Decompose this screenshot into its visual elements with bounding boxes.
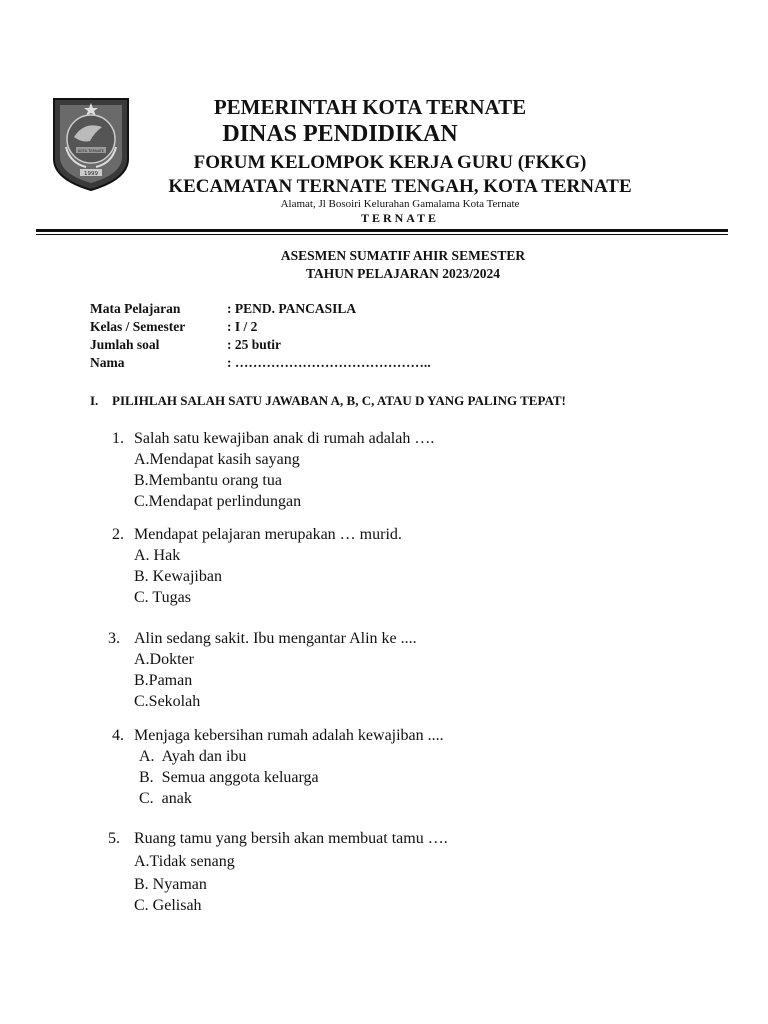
exam-title: ASESMEN SUMATIF AHIR SEMESTER bbox=[280, 248, 526, 263]
question-number: 3. bbox=[108, 630, 120, 647]
option-b: B. Kewajiban bbox=[134, 568, 222, 585]
question-5 bbox=[108, 828, 448, 916]
logo-year: 1999 bbox=[84, 171, 98, 177]
question-text: Mendapat pelajaran merupakan … murid. bbox=[134, 526, 402, 543]
info-label: Kelas / Semester bbox=[90, 319, 186, 334]
info-label: Jumlah soal bbox=[90, 337, 160, 352]
letterhead-divider-thin bbox=[36, 234, 728, 235]
info-value: : I / 2 bbox=[227, 319, 258, 334]
info-row-class bbox=[90, 318, 431, 336]
question-4 bbox=[112, 725, 444, 809]
question-number: 4. bbox=[112, 727, 124, 744]
logo-label: KOTA TERNATE bbox=[77, 149, 105, 153]
letterhead-divider bbox=[36, 229, 728, 232]
option-b: B.Membantu orang tua bbox=[134, 472, 282, 489]
info-value: : 25 butir bbox=[227, 337, 281, 352]
info-row-name bbox=[90, 354, 431, 372]
question-3 bbox=[108, 628, 417, 712]
option-b: B. Semua anggota keluarga bbox=[139, 769, 319, 786]
info-value: : …………………………………….. bbox=[227, 355, 431, 370]
option-c: C.Sekolah bbox=[134, 693, 201, 710]
option-c: C. anak bbox=[139, 790, 192, 807]
option-a: A.Dokter bbox=[134, 651, 194, 668]
option-a: A.Mendapat kasih sayang bbox=[134, 451, 300, 468]
header-city: TERNATE bbox=[360, 211, 440, 225]
option-b: B. Nyaman bbox=[134, 876, 207, 893]
question-text: Menjaga kebersihan rumah adalah kewajiban .... bbox=[134, 727, 444, 744]
header-government: PEMERINTAH KOTA TERNATE bbox=[213, 95, 527, 119]
city-emblem-logo bbox=[52, 97, 130, 192]
option-b: B.Paman bbox=[134, 672, 193, 689]
info-label: Mata Pelajaran bbox=[90, 301, 181, 316]
header-district: KECAMATAN TERNATE TENGAH, KOTA TERNATE bbox=[168, 176, 632, 197]
question-number: 5. bbox=[108, 830, 120, 847]
header-address: Alamat, Jl Bosoiri Kelurahan Gamalama Kota Ternate bbox=[280, 198, 520, 210]
question-number: 2. bbox=[112, 526, 124, 543]
option-c: C.Mendapat perlindungan bbox=[134, 493, 302, 510]
exam-info bbox=[90, 300, 431, 372]
option-c: C. Gelisah bbox=[134, 897, 202, 914]
question-number: 1. bbox=[112, 430, 124, 447]
info-value: : PEND. PANCASILA bbox=[227, 301, 357, 316]
option-a: A. Hak bbox=[134, 547, 181, 564]
exam-year: TAHUN PELAJARAN 2023/2024 bbox=[305, 266, 500, 281]
header-department: DINAS PENDIDIKAN bbox=[222, 121, 458, 147]
info-row-count bbox=[90, 336, 431, 354]
option-c: C. Tugas bbox=[134, 589, 191, 606]
question-text: Ruang tamu yang bersih akan membuat tamu …. bbox=[134, 830, 448, 847]
question-1 bbox=[112, 428, 434, 512]
header-forum: FORUM KELOMPOK KERJA GURU (FKKG) bbox=[193, 152, 587, 173]
option-a: A. Ayah dan ibu bbox=[139, 748, 247, 765]
question-text: Alin sedang sakit. Ibu mengantar Alin ke .... bbox=[134, 630, 417, 647]
section-instruction bbox=[90, 393, 566, 409]
question-2 bbox=[112, 524, 402, 608]
question-text: Salah satu kewajiban anak di rumah adalah …. bbox=[134, 430, 435, 447]
section-number: I. bbox=[90, 393, 99, 408]
section-instruction-text: PILIHLAH SALAH SATU JAWABAN A, B, C, ATAU D YANG PALING TEPAT! bbox=[112, 393, 566, 408]
option-a: A.Tidak senang bbox=[134, 853, 235, 870]
info-row-subject bbox=[90, 300, 431, 318]
info-label: Nama bbox=[90, 355, 125, 370]
